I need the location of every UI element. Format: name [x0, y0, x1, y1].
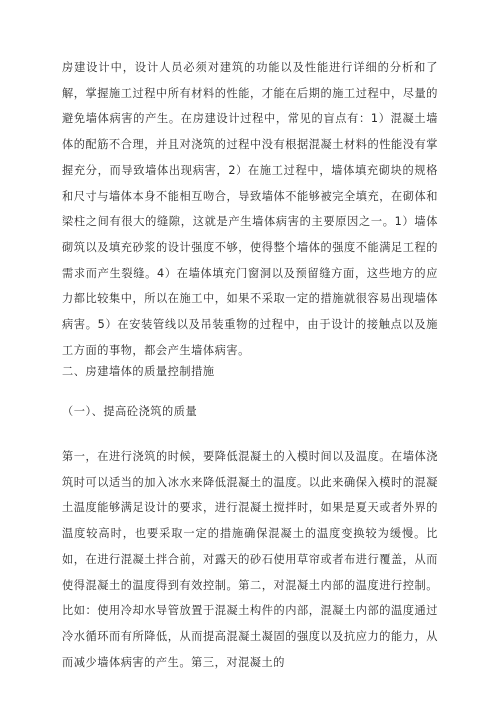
subsection-heading-concrete-pouring: （一）、提高砼浇筑的质量	[62, 405, 198, 418]
section-heading-quality-control: 二、房建墙体的质量控制措施	[62, 365, 215, 378]
body-paragraph-pouring-measures: 第一，在进行浇筑的时候，要降低混凝土的入模时间以及温度。在墙体浇筑时可以适当的加入冰水来降低混凝土的温度。以此来确保入模时的混凝土温度能够满足设计的要求，进行混凝土搅拌时，如果是夏天或者外界的温度较高时，也要采取一定的措施确保混凝土的温度变换较为缓慢。比如，在进行混凝土拌合前，对露天的砂石使用草帘或者布进行覆盖，从而使得混凝土的温度得到有效控制。第二，对混凝土内部的温度进行控制。比如：使用冷却水导管放置于混凝土构件的内部，混凝土内部的温度通过冷水循环而有所降低，从而提高混凝土凝固的强度以及抗应力的能力，从而减少墙体病害的产生。第三，对混凝土的	[62, 450, 438, 669]
body-paragraph-design-blind-spots: 房建设计中，设计人员必须对建筑的功能以及性能进行详细的分析和了解，掌握施工过程中所有材料的性能，才能在后期的施工过程中，尽量的避免墙体病害的产生。在房建设计过程中，常见的盲点有：1）混凝土墙体的配筋不合理，并且对浇筑的过程中没有根据混凝土材料的性能没有掌握充分，而导致墙体出现病害，2）在施工过程中，墙体填充砌块的规格和尺寸与墙体本身不能相互吻合，导致墙体不能够被完全填充，在砌体和梁柱之间有很大的缝隙，这就是产生墙体病害的主要原因之一。1）墙体砌筑以及填充砂浆的设计强度不够，使得整个墙体的强度不能满足工程的需求而产生裂缝。4）在墙体填充门窗洞以及预留缝方面，这些地方的应力都比较集中，所以在施工中，如果不采取一定的措施就很容易出现墙体病害。5）在安装管线以及吊装重物的过程中，由于设计的接触点以及施工方面的事物，都会产生墙体病害。	[62, 61, 438, 357]
